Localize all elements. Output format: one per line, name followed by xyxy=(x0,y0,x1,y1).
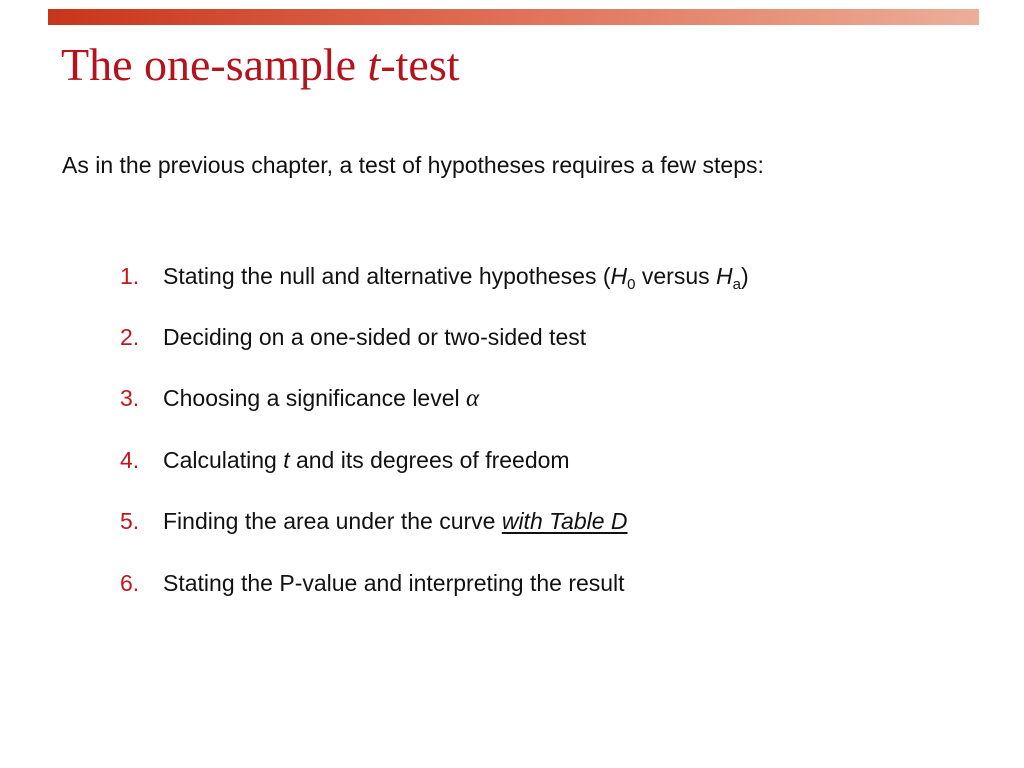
ha-symbol: H xyxy=(716,263,733,289)
title-italic-t: t xyxy=(367,39,381,90)
step-text-after: and its degrees of freedom xyxy=(289,447,570,473)
step-text: Stating the P-value and interpreting the result xyxy=(163,570,625,596)
slide-title xyxy=(61,37,460,93)
step-text-main: Choosing a significance level xyxy=(163,385,467,411)
versus-text: versus xyxy=(635,263,717,289)
step-text xyxy=(163,505,628,537)
title-prefix: The one-sample xyxy=(61,39,368,90)
close-paren: ) xyxy=(740,263,749,289)
header-accent-bar xyxy=(48,9,979,25)
table-d-link[interactable]: with Table D xyxy=(501,508,628,534)
h0-subscript: 0 xyxy=(627,276,636,293)
ha-subscript: a xyxy=(732,276,741,293)
step-number: 4. xyxy=(120,447,140,473)
step-number: 3. xyxy=(120,385,140,411)
step-text-before: Calculating xyxy=(163,447,284,473)
alpha-symbol: α xyxy=(466,385,480,412)
step-text-main: Finding the area under the curve xyxy=(163,508,502,534)
t-symbol: t xyxy=(283,447,290,473)
step-text xyxy=(163,382,479,415)
step-number: 6. xyxy=(120,570,140,596)
step-text xyxy=(163,260,749,292)
step-number: 2. xyxy=(120,324,140,350)
title-suffix: -test xyxy=(380,39,460,90)
step-number: 5. xyxy=(120,508,140,534)
step-text: Deciding on a one-sided or two-sided test xyxy=(163,324,587,350)
h0-symbol: H xyxy=(610,263,628,289)
intro-text: As in the previous chapter, a test of hypotheses requires a few steps: xyxy=(62,152,764,178)
step-number: 1. xyxy=(120,263,140,289)
step-text-main: Stating the null and alternative hypotheses ( xyxy=(163,263,611,289)
step-text xyxy=(163,444,570,476)
